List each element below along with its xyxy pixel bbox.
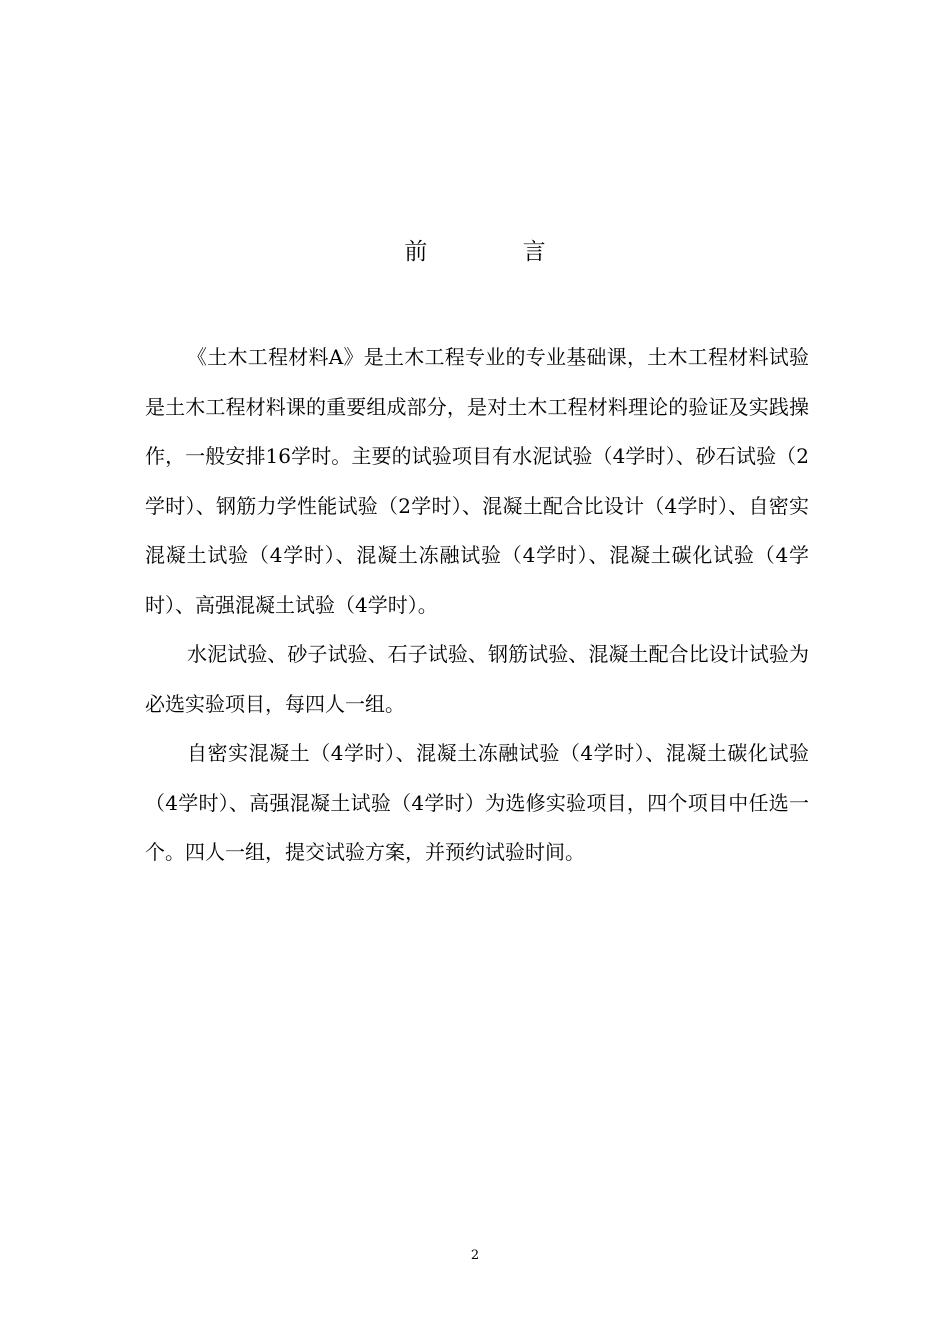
paragraph-elective-experiments: 自密实混凝土（4学时）、混凝土冻融试验（4学时）、混凝土碳化试验（4学时）、高强混凝土试验（4学时）为选修实验项目，四个项目中任选一个。四人一组，提交试验方案，并预约试验时间。 <box>145 741 809 864</box>
paragraph-required-experiments: 水泥试验、砂子试验、石子试验、钢筋试验、混凝土配合比设计试验为必选实验项目，每四人一组。 <box>145 642 809 716</box>
page-number: 2 <box>470 1248 480 1263</box>
paragraph-intro: 《土木工程材料A》是土木工程专业的专业基础课，土木工程材料试验是土木工程材料课的重要组成部分，是对土木工程材料理论的验证及实践操作，一般安排16学时。主要的试验项目有水泥试验（4学时）、砂石试验（2学时）、钢筋力学性能试验（2学时）、混凝土配合比设计（4学时）、自密实混凝土试验（4学时）、混凝土冻融试验（4学时）、混凝土碳化试验（4学时）、高强混凝土试验（4学时）。 <box>145 345 809 617</box>
page-title: 前 言 <box>404 239 590 265</box>
body-text <box>145 333 809 878</box>
